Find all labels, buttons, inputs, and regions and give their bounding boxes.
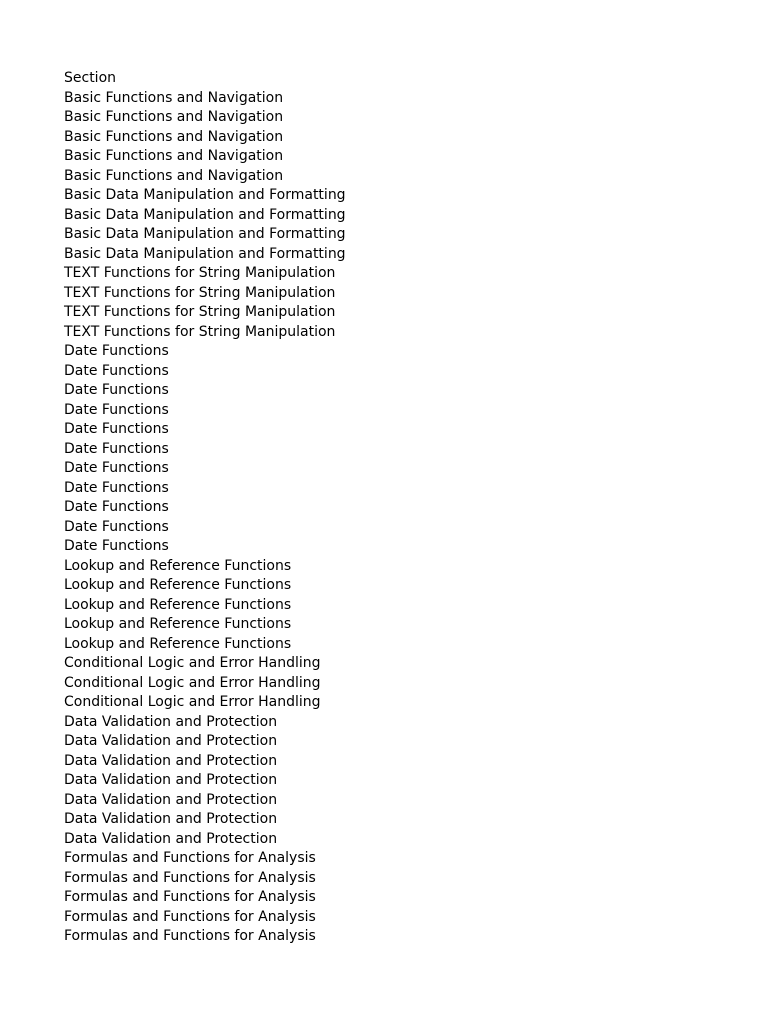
section-row: Conditional Logic and Error Handling (64, 655, 321, 671)
section-row: Formulas and Functions for Analysis (64, 928, 316, 944)
section-row: Date Functions (64, 479, 169, 496)
section-row: TEXT Functions for String Manipulation (64, 265, 336, 281)
section-row: Date Functions (64, 362, 169, 379)
section-row: TEXT Functions for String Manipulation (64, 284, 336, 301)
section-row: TEXT Functions for String Manipulation (64, 304, 336, 320)
section-row: Basic Functions and Navigation (64, 167, 284, 184)
document-page (64, 69, 744, 947)
section-row: Lookup and Reference Functions (64, 577, 292, 593)
section-row: Lookup and Reference Functions (64, 557, 292, 574)
section-row: Basic Functions and Navigation (64, 109, 284, 125)
section-row: Data Validation and Protection (64, 791, 278, 808)
section-row: Basic Data Manipulation and Formatting (64, 187, 346, 203)
section-row: Lookup and Reference Functions (64, 596, 292, 613)
section-row: Conditional Logic and Error Handling (64, 674, 321, 691)
section-row: Data Validation and Protection (64, 752, 278, 769)
section-row: Date Functions (64, 499, 169, 515)
section-header: Section (64, 70, 117, 86)
section-row: TEXT Functions for String Manipulation (64, 323, 336, 340)
section-row: Formulas and Functions for Analysis (64, 850, 316, 866)
section-row: Basic Functions and Navigation (64, 128, 284, 145)
section-row: Date Functions (64, 382, 169, 398)
section-row: Data Validation and Protection (64, 811, 278, 827)
section-row: Date Functions (64, 421, 169, 437)
section-row: Date Functions (64, 538, 169, 554)
section-row: Lookup and Reference Functions (64, 635, 292, 652)
section-row: Formulas and Functions for Analysis (64, 908, 316, 925)
section-row: Date Functions (64, 401, 169, 418)
section-list (64, 89, 744, 947)
section-row: Date Functions (64, 343, 169, 359)
section-row: Data Validation and Protection (64, 713, 278, 730)
section-row: Formulas and Functions for Analysis (64, 869, 316, 886)
section-row: Data Validation and Protection (64, 733, 278, 749)
section-row: Lookup and Reference Functions (64, 616, 292, 632)
section-row: Basic Data Manipulation and Formatting (64, 206, 346, 223)
section-row: Basic Functions and Navigation (64, 89, 284, 106)
section-row: Data Validation and Protection (64, 830, 278, 847)
section-row: Basic Data Manipulation and Formatting (64, 245, 346, 262)
section-row: Formulas and Functions for Analysis (64, 889, 316, 905)
section-row: Basic Functions and Navigation (64, 148, 284, 164)
section-row: Basic Data Manipulation and Formatting (64, 226, 346, 242)
section-row: Conditional Logic and Error Handling (64, 694, 321, 710)
section-row: Date Functions (64, 460, 169, 476)
section-row: Data Validation and Protection (64, 772, 278, 788)
section-row: Date Functions (64, 518, 169, 535)
section-row: Date Functions (64, 440, 169, 457)
